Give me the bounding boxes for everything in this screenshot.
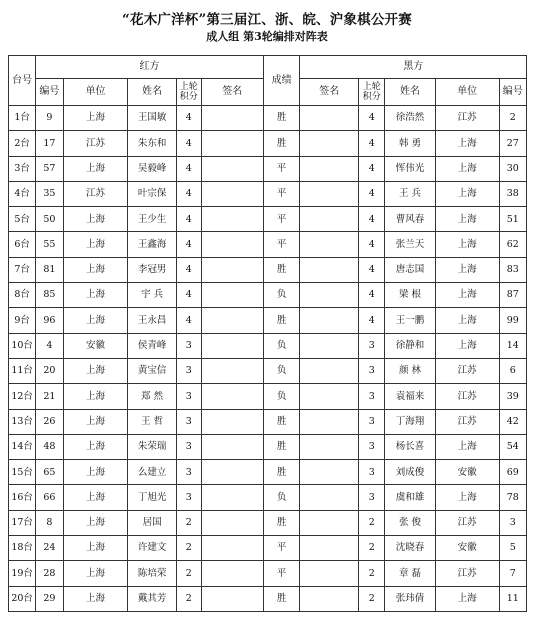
cell-red-unit: 上海 xyxy=(63,257,128,282)
cell-black-number: 3 xyxy=(499,510,526,535)
header-black-side: 黑方 xyxy=(300,56,527,79)
cell-red-prev-score: 3 xyxy=(176,333,201,358)
cell-red-signature xyxy=(201,460,263,485)
cell-red-name: 王鑫海 xyxy=(128,232,176,257)
cell-red-number: 17 xyxy=(36,131,63,156)
cell-red-unit: 上海 xyxy=(63,536,128,561)
cell-black-prev-score: 2 xyxy=(359,586,385,611)
cell-black-signature xyxy=(300,156,359,181)
cell-black-unit: 上海 xyxy=(435,333,499,358)
cell-black-signature xyxy=(300,283,359,308)
cell-black-unit: 江苏 xyxy=(435,409,499,434)
cell-result: 胜 xyxy=(263,308,300,333)
pairing-rows xyxy=(9,106,527,612)
cell-red-number: 96 xyxy=(36,308,63,333)
cell-result: 胜 xyxy=(263,586,300,611)
cell-red-signature xyxy=(201,257,263,282)
table-row xyxy=(9,510,527,535)
cell-black-signature xyxy=(300,232,359,257)
cell-red-unit: 上海 xyxy=(63,510,128,535)
cell-red-prev-score: 4 xyxy=(176,283,201,308)
cell-black-number: 87 xyxy=(499,283,526,308)
cell-result: 平 xyxy=(263,156,300,181)
header-black-name: 姓名 xyxy=(385,79,435,106)
cell-red-prev-score: 2 xyxy=(176,586,201,611)
table-row xyxy=(9,333,527,358)
cell-red-number: 66 xyxy=(36,485,63,510)
cell-black-unit: 上海 xyxy=(435,434,499,459)
cell-black-prev-score: 4 xyxy=(359,181,385,206)
cell-result: 胜 xyxy=(263,409,300,434)
cell-red-signature xyxy=(201,485,263,510)
cell-result: 平 xyxy=(263,536,300,561)
cell-black-prev-score: 4 xyxy=(359,207,385,232)
cell-red-number: 48 xyxy=(36,434,63,459)
cell-black-signature xyxy=(300,207,359,232)
cell-red-signature xyxy=(201,586,263,611)
cell-red-prev-score: 4 xyxy=(176,257,201,282)
cell-red-number: 9 xyxy=(36,106,63,131)
cell-red-name: 居国 xyxy=(128,510,176,535)
cell-red-name: 侯青峰 xyxy=(128,333,176,358)
cell-result: 平 xyxy=(263,181,300,206)
cell-board: 17台 xyxy=(9,510,36,535)
cell-black-signature xyxy=(300,106,359,131)
cell-red-unit: 上海 xyxy=(63,232,128,257)
cell-red-signature xyxy=(201,434,263,459)
cell-black-prev-score: 4 xyxy=(359,283,385,308)
cell-black-name: 梁 根 xyxy=(385,283,435,308)
table-row xyxy=(9,460,527,485)
cell-black-prev-score: 3 xyxy=(359,409,385,434)
cell-black-name: 章 磊 xyxy=(385,561,435,586)
cell-black-number: 54 xyxy=(499,434,526,459)
header-black-number: 编号 xyxy=(499,79,526,106)
cell-black-unit: 上海 xyxy=(435,485,499,510)
cell-red-number: 28 xyxy=(36,561,63,586)
cell-result: 胜 xyxy=(263,131,300,156)
cell-red-prev-score: 3 xyxy=(176,358,201,383)
cell-black-unit: 安徽 xyxy=(435,460,499,485)
cell-black-number: 69 xyxy=(499,460,526,485)
document-subtitle: 成人组 第3轮编排对阵表 xyxy=(206,30,328,43)
cell-board: 16台 xyxy=(9,485,36,510)
cell-black-signature xyxy=(300,308,359,333)
cell-red-unit: 上海 xyxy=(63,409,128,434)
cell-red-signature xyxy=(201,510,263,535)
cell-black-prev-score: 2 xyxy=(359,510,385,535)
cell-board: 12台 xyxy=(9,384,36,409)
table-row xyxy=(9,181,527,206)
cell-red-prev-score: 2 xyxy=(176,561,201,586)
cell-black-name: 徐浩然 xyxy=(385,106,435,131)
cell-red-unit: 上海 xyxy=(63,561,128,586)
cell-red-number: 55 xyxy=(36,232,63,257)
cell-black-signature xyxy=(300,434,359,459)
cell-black-signature xyxy=(300,181,359,206)
table-row xyxy=(9,409,527,434)
table-row xyxy=(9,207,527,232)
cell-red-name: 宇 兵 xyxy=(128,283,176,308)
cell-black-prev-score: 3 xyxy=(359,358,385,383)
cell-board: 2台 xyxy=(9,131,36,156)
cell-black-unit: 上海 xyxy=(435,207,499,232)
cell-black-number: 62 xyxy=(499,232,526,257)
cell-black-prev-score: 4 xyxy=(359,257,385,282)
cell-black-number: 5 xyxy=(499,536,526,561)
cell-red-prev-score: 4 xyxy=(176,106,201,131)
cell-red-number: 20 xyxy=(36,358,63,383)
cell-black-signature xyxy=(300,131,359,156)
cell-red-number: 4 xyxy=(36,333,63,358)
cell-black-unit: 上海 xyxy=(435,586,499,611)
cell-board: 13台 xyxy=(9,409,36,434)
cell-red-number: 57 xyxy=(36,156,63,181)
cell-result: 胜 xyxy=(263,510,300,535)
cell-black-number: 6 xyxy=(499,358,526,383)
cell-black-unit: 上海 xyxy=(435,156,499,181)
cell-red-name: 黄宝信 xyxy=(128,358,176,383)
cell-red-name: 朱荣瑞 xyxy=(128,434,176,459)
cell-black-number: 14 xyxy=(499,333,526,358)
header-result: 成绩 xyxy=(263,56,300,106)
cell-black-prev-score: 3 xyxy=(359,460,385,485)
cell-black-unit: 上海 xyxy=(435,232,499,257)
cell-red-prev-score: 4 xyxy=(176,308,201,333)
cell-red-name: 叶宗保 xyxy=(128,181,176,206)
cell-black-unit: 上海 xyxy=(435,308,499,333)
cell-red-signature xyxy=(201,156,263,181)
cell-black-unit: 江苏 xyxy=(435,510,499,535)
cell-board: 19台 xyxy=(9,561,36,586)
cell-black-number: 78 xyxy=(499,485,526,510)
cell-red-signature xyxy=(201,358,263,383)
cell-black-unit: 江苏 xyxy=(435,561,499,586)
table-row xyxy=(9,283,527,308)
cell-black-number: 42 xyxy=(499,409,526,434)
cell-black-prev-score: 4 xyxy=(359,106,385,131)
cell-black-name: 张兰天 xyxy=(385,232,435,257)
cell-red-name: 郑 然 xyxy=(128,384,176,409)
cell-board: 1台 xyxy=(9,106,36,131)
cell-black-prev-score: 2 xyxy=(359,561,385,586)
cell-black-signature xyxy=(300,409,359,434)
cell-red-unit: 上海 xyxy=(63,156,128,181)
pairing-table xyxy=(8,55,527,612)
cell-black-signature xyxy=(300,384,359,409)
cell-black-number: 51 xyxy=(499,207,526,232)
cell-result: 平 xyxy=(263,561,300,586)
cell-red-signature xyxy=(201,131,263,156)
table-row xyxy=(9,106,527,131)
cell-board: 8台 xyxy=(9,283,36,308)
cell-black-unit: 江苏 xyxy=(435,384,499,409)
cell-black-signature xyxy=(300,257,359,282)
cell-red-signature xyxy=(201,561,263,586)
cell-black-prev-score: 2 xyxy=(359,536,385,561)
cell-result: 胜 xyxy=(263,257,300,282)
table-row xyxy=(9,536,527,561)
table-row xyxy=(9,485,527,510)
cell-board: 14台 xyxy=(9,434,36,459)
cell-black-number: 27 xyxy=(499,131,526,156)
cell-black-signature xyxy=(300,333,359,358)
cell-black-prev-score: 4 xyxy=(359,131,385,156)
cell-red-unit: 上海 xyxy=(63,283,128,308)
cell-board: 6台 xyxy=(9,232,36,257)
cell-black-prev-score: 3 xyxy=(359,384,385,409)
cell-black-name: 徐静和 xyxy=(385,333,435,358)
cell-black-number: 83 xyxy=(499,257,526,282)
cell-board: 18台 xyxy=(9,536,36,561)
cell-black-unit: 上海 xyxy=(435,131,499,156)
cell-red-signature xyxy=(201,232,263,257)
cell-red-signature xyxy=(201,308,263,333)
cell-result: 负 xyxy=(263,358,300,383)
cell-black-prev-score: 4 xyxy=(359,308,385,333)
cell-black-name: 张 俊 xyxy=(385,510,435,535)
cell-red-prev-score: 4 xyxy=(176,131,201,156)
cell-red-unit: 江苏 xyxy=(63,131,128,156)
cell-board: 7台 xyxy=(9,257,36,282)
cell-result: 平 xyxy=(263,207,300,232)
cell-red-signature xyxy=(201,207,263,232)
document-title: “花木广洋杯”第三届江、浙、皖、沪象棋公开赛 xyxy=(122,12,412,28)
table-row xyxy=(9,586,527,611)
cell-black-unit: 江苏 xyxy=(435,106,499,131)
cell-black-number: 38 xyxy=(499,181,526,206)
cell-black-name: 王 兵 xyxy=(385,181,435,206)
cell-red-unit: 上海 xyxy=(63,308,128,333)
cell-black-name: 张玮倩 xyxy=(385,586,435,611)
cell-red-name: 王 哲 xyxy=(128,409,176,434)
header-red-number: 编号 xyxy=(36,79,63,106)
header-black-prev-score: 上轮积分 xyxy=(359,79,385,106)
cell-red-unit: 上海 xyxy=(63,460,128,485)
cell-red-number: 81 xyxy=(36,257,63,282)
cell-red-number: 35 xyxy=(36,181,63,206)
table-row xyxy=(9,156,527,181)
cell-black-signature xyxy=(300,561,359,586)
header-red-unit: 单位 xyxy=(63,79,128,106)
cell-black-number: 30 xyxy=(499,156,526,181)
cell-board: 15台 xyxy=(9,460,36,485)
cell-black-number: 2 xyxy=(499,106,526,131)
cell-red-unit: 上海 xyxy=(63,207,128,232)
cell-red-prev-score: 3 xyxy=(176,434,201,459)
table-row xyxy=(9,434,527,459)
cell-red-prev-score: 4 xyxy=(176,207,201,232)
cell-red-name: 吴毅峰 xyxy=(128,156,176,181)
cell-black-number: 7 xyxy=(499,561,526,586)
cell-board: 5台 xyxy=(9,207,36,232)
header-board: 台号 xyxy=(9,56,36,106)
cell-red-number: 50 xyxy=(36,207,63,232)
cell-red-prev-score: 2 xyxy=(176,536,201,561)
cell-black-name: 唐志国 xyxy=(385,257,435,282)
cell-red-number: 65 xyxy=(36,460,63,485)
cell-red-signature xyxy=(201,283,263,308)
cell-red-number: 29 xyxy=(36,586,63,611)
cell-red-name: 王少生 xyxy=(128,207,176,232)
table-row xyxy=(9,358,527,383)
cell-black-name: 虞和雄 xyxy=(385,485,435,510)
table-row xyxy=(9,131,527,156)
cell-red-name: 王国敏 xyxy=(128,106,176,131)
cell-red-name: 李冠男 xyxy=(128,257,176,282)
header-black-signature: 签名 xyxy=(300,79,359,106)
cell-red-signature xyxy=(201,106,263,131)
cell-result: 胜 xyxy=(263,106,300,131)
cell-red-name: 丁旭光 xyxy=(128,485,176,510)
cell-red-unit: 上海 xyxy=(63,434,128,459)
cell-red-unit: 上海 xyxy=(63,586,128,611)
cell-black-name: 曹风春 xyxy=(385,207,435,232)
cell-black-unit: 江苏 xyxy=(435,358,499,383)
header-red-signature: 签名 xyxy=(201,79,263,106)
cell-red-name: 朱东和 xyxy=(128,131,176,156)
cell-black-signature xyxy=(300,358,359,383)
cell-black-prev-score: 3 xyxy=(359,485,385,510)
cell-red-signature xyxy=(201,384,263,409)
cell-red-unit: 上海 xyxy=(63,384,128,409)
cell-black-signature xyxy=(300,485,359,510)
header-red-side: 红方 xyxy=(36,56,264,79)
cell-result: 负 xyxy=(263,485,300,510)
cell-black-unit: 上海 xyxy=(435,257,499,282)
header-red-name: 姓名 xyxy=(128,79,176,106)
cell-black-name: 沈晓春 xyxy=(385,536,435,561)
cell-black-name: 袁福来 xyxy=(385,384,435,409)
cell-red-number: 24 xyxy=(36,536,63,561)
cell-red-signature xyxy=(201,409,263,434)
cell-black-name: 颜 林 xyxy=(385,358,435,383)
cell-black-name: 刘成俊 xyxy=(385,460,435,485)
cell-black-number: 39 xyxy=(499,384,526,409)
cell-black-signature xyxy=(300,536,359,561)
cell-black-name: 王一鹏 xyxy=(385,308,435,333)
cell-black-prev-score: 4 xyxy=(359,232,385,257)
table-row xyxy=(9,384,527,409)
cell-black-signature xyxy=(300,586,359,611)
cell-black-name: 韩 勇 xyxy=(385,131,435,156)
cell-black-prev-score: 4 xyxy=(359,156,385,181)
cell-red-prev-score: 3 xyxy=(176,460,201,485)
cell-black-unit: 上海 xyxy=(435,283,499,308)
cell-black-prev-score: 3 xyxy=(359,434,385,459)
cell-result: 负 xyxy=(263,333,300,358)
cell-black-name: 恽伟光 xyxy=(385,156,435,181)
table-row xyxy=(9,257,527,282)
cell-black-unit: 上海 xyxy=(435,181,499,206)
cell-black-prev-score: 3 xyxy=(359,333,385,358)
cell-red-prev-score: 2 xyxy=(176,510,201,535)
cell-black-number: 99 xyxy=(499,308,526,333)
cell-board: 10台 xyxy=(9,333,36,358)
cell-red-unit: 江苏 xyxy=(63,181,128,206)
cell-red-prev-score: 4 xyxy=(176,232,201,257)
cell-red-name: 王永昌 xyxy=(128,308,176,333)
cell-red-number: 85 xyxy=(36,283,63,308)
cell-board: 4台 xyxy=(9,181,36,206)
cell-red-unit: 上海 xyxy=(63,358,128,383)
cell-red-number: 26 xyxy=(36,409,63,434)
cell-red-prev-score: 3 xyxy=(176,485,201,510)
cell-red-signature xyxy=(201,181,263,206)
cell-board: 3台 xyxy=(9,156,36,181)
cell-black-signature xyxy=(300,510,359,535)
cell-result: 负 xyxy=(263,283,300,308)
cell-red-name: 戴其芳 xyxy=(128,586,176,611)
table-row xyxy=(9,232,527,257)
cell-red-number: 21 xyxy=(36,384,63,409)
cell-red-name: 么建立 xyxy=(128,460,176,485)
cell-red-prev-score: 4 xyxy=(176,156,201,181)
cell-board: 20台 xyxy=(9,586,36,611)
header-red-prev-score: 上轮积分 xyxy=(176,79,201,106)
cell-red-signature xyxy=(201,536,263,561)
cell-red-unit: 上海 xyxy=(63,106,128,131)
cell-result: 胜 xyxy=(263,434,300,459)
cell-black-name: 杨长喜 xyxy=(385,434,435,459)
cell-red-prev-score: 3 xyxy=(176,384,201,409)
cell-board: 11台 xyxy=(9,358,36,383)
cell-result: 胜 xyxy=(263,460,300,485)
cell-red-unit: 安徽 xyxy=(63,333,128,358)
cell-result: 平 xyxy=(263,232,300,257)
cell-red-unit: 上海 xyxy=(63,485,128,510)
cell-red-prev-score: 3 xyxy=(176,409,201,434)
cell-black-name: 丁海翔 xyxy=(385,409,435,434)
table-row xyxy=(9,561,527,586)
cell-red-prev-score: 4 xyxy=(176,181,201,206)
cell-red-name: 许建文 xyxy=(128,536,176,561)
cell-board: 9台 xyxy=(9,308,36,333)
cell-red-number: 8 xyxy=(36,510,63,535)
table-row xyxy=(9,308,527,333)
cell-black-signature xyxy=(300,460,359,485)
cell-red-signature xyxy=(201,333,263,358)
cell-black-number: 11 xyxy=(499,586,526,611)
cell-black-unit: 安徽 xyxy=(435,536,499,561)
cell-red-name: 陈培荣 xyxy=(128,561,176,586)
header-black-unit: 单位 xyxy=(435,79,499,106)
cell-result: 负 xyxy=(263,384,300,409)
